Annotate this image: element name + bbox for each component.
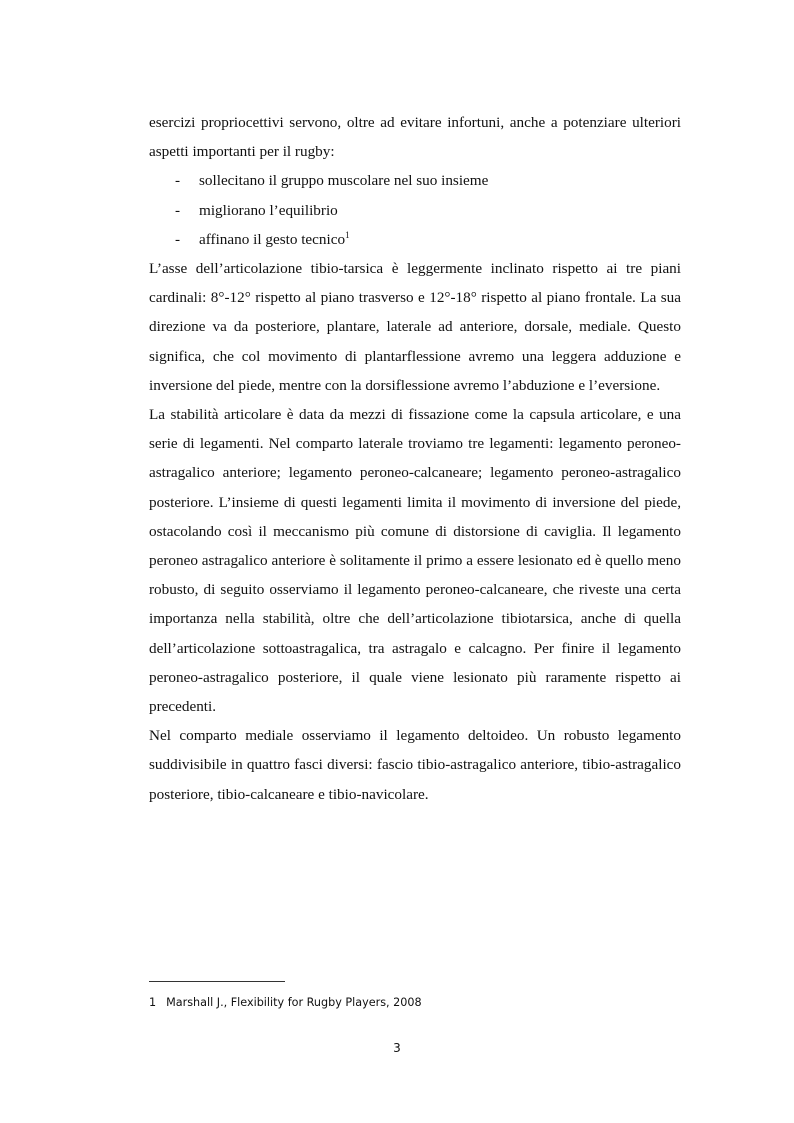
- footnote-text: Marshall J., Flexibility for Rugby Players, 2008: [166, 996, 422, 1009]
- intro-paragraph: esercizi propriocettivi servono, oltre ad evitare infortuni, anche a potenziare ulteriori aspetti importanti per il rugby:: [149, 114, 681, 161]
- list-item-text: sollecitano il gruppo muscolare nel suo insieme: [199, 172, 489, 190]
- benefits-list: [149, 166, 681, 254]
- list-item: [149, 166, 681, 195]
- bullet-dash: -: [175, 230, 181, 248]
- list-item-text: affinano il gesto tecnico: [199, 230, 346, 248]
- page-body: [149, 108, 681, 809]
- footnote: [149, 995, 422, 1010]
- footnote-reference: 1: [345, 229, 350, 240]
- list-item: [149, 225, 681, 254]
- list-item-text: migliorano l’equilibrio: [199, 201, 338, 219]
- list-item: [149, 196, 681, 225]
- page-number: 3: [393, 1041, 401, 1055]
- bullet-dash: -: [175, 201, 181, 219]
- bullet-dash: -: [175, 172, 181, 190]
- footnote-separator: [149, 981, 285, 982]
- footnote-number: 1: [149, 996, 157, 1009]
- stability-paragraph: La stabilità articolare è data da mezzi di fissazione come la capsula articolare, e una serie di legamenti. Nel comparto laterale troviamo tre legamenti: legamento peroneo-astragalico anteriore; legamento peroneo-calcaneare; legamento peroneo-astragalico posteriore. L’insieme di questi legamenti limita il movimento di inversione del piede, ostacolando così il meccanismo più comune di distorsione di caviglia. Il legamento peroneo astragalico anteriore è solitamente il primo a essere lesionato ed è quello meno robusto, di seguito osserviamo il legamento peroneo-calcaneare, che riveste una certa importanza nella stabilità, oltre che dell’articolazione tibiotarsica, anche di quella dell’articolazione sottoastragalica, tra astragalo e calcagno. Per finire il legamento peroneo-astragalico posteriore, il quale viene lesionato più raramente rispetto ai precedenti.: [149, 406, 681, 716]
- axis-paragraph: L’asse dell’articolazione tibio-tarsica è leggermente inclinato rispetto ai tre piani cardinali: 8°-12° rispetto al piano trasverso e 12°-18° rispetto al piano frontale. La sua direzione va da posteriore, plantare, laterale ad anteriore, dorsale, mediale. Questo significa, che col movimento di plantarflessione avremo una leggera adduzione e inversione del piede, mentre con la dorsiflessione avremo l’abduzione e l’eversione.: [149, 260, 681, 394]
- medial-paragraph: Nel comparto mediale osserviamo il legamento deltoideo. Un robusto legamento suddivisibile in quattro fasci diversi: fascio tibio-astragalico anteriore, tibio-astragalico posteriore, tibio-calcaneare e tibio-navicolare.: [149, 727, 681, 803]
